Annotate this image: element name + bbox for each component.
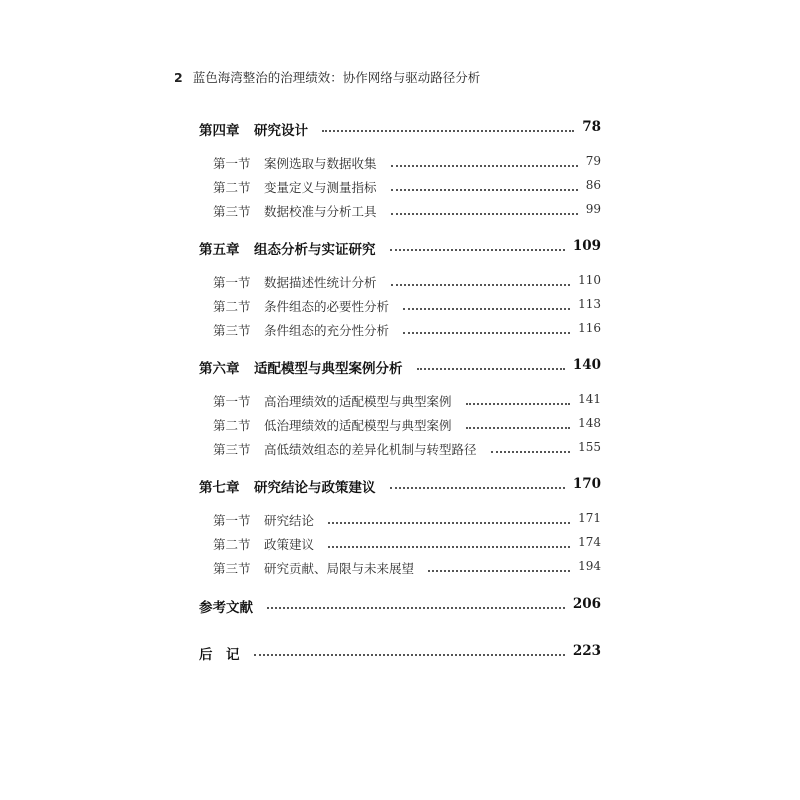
toc-entry-label: 第七章: [199, 480, 240, 496]
toc-section-entry: [0, 535, 800, 553]
toc-entry-title: 条件组态的充分性分析: [264, 323, 390, 338]
toc-entry-page-number: 113: [578, 297, 601, 311]
toc-entry-title: 研究结论: [264, 513, 315, 528]
toc-chapter-entry: [0, 643, 800, 661]
toc-chapter-entry: [0, 476, 800, 494]
toc-entry-label: 第五章: [199, 242, 240, 258]
toc-entry-label: 第三节: [213, 204, 251, 219]
dot-leader: [391, 189, 578, 191]
toc-entry-page-number: 171: [578, 511, 601, 525]
toc-entry-title: 变量定义与测量指标: [264, 180, 377, 195]
dot-leader: [267, 607, 565, 609]
toc-entry-page-number: 141: [578, 392, 601, 406]
toc-entry-page-number: 78: [582, 119, 601, 135]
toc-entry-page-number: 206: [572, 596, 601, 612]
toc-entry-label: 第三节: [213, 561, 251, 576]
toc-entry-label: 第二节: [213, 180, 251, 195]
toc-entry-label: 第一节: [213, 394, 251, 409]
dot-leader: [328, 522, 570, 524]
toc-entry-page-number: 109: [572, 238, 601, 254]
toc-entry-label: 第二节: [213, 537, 251, 552]
toc-section-entry: [0, 178, 800, 196]
toc-entry-title: 高治理绩效的适配模型与典型案例: [264, 394, 452, 409]
dot-leader: [403, 308, 570, 310]
toc-entry-title: 高低绩效组态的差异化机制与转型路径: [264, 442, 477, 457]
toc-entry-page-number: 148: [578, 416, 601, 430]
toc-entry-page-number: 86: [585, 178, 601, 192]
toc-entry-label: 第三节: [213, 323, 251, 338]
toc-entry-page-number: 170: [572, 476, 601, 492]
toc-entry-title: 数据校准与分析工具: [264, 204, 377, 219]
toc-entry-page-number: 223: [572, 643, 601, 659]
toc-section-entry: [0, 440, 800, 458]
toc-entry-label: 第六章: [199, 361, 240, 377]
toc-entry-title: 适配模型与典型案例分析: [254, 361, 403, 377]
toc-entry-title: 后 记: [199, 647, 240, 663]
toc-entry-title: 参考文献: [199, 600, 253, 616]
dot-leader: [328, 546, 570, 548]
toc-entry-label: 第三节: [213, 442, 251, 457]
page-number: 2: [174, 70, 183, 85]
dot-leader: [390, 487, 565, 489]
toc-section-entry: [0, 559, 800, 577]
dot-leader: [254, 654, 565, 656]
toc-entry-title: 条件组态的必要性分析: [264, 299, 390, 314]
dot-leader: [390, 249, 565, 251]
dot-leader: [322, 130, 574, 132]
toc-entry-title: 研究贡献、局限与未来展望: [264, 561, 415, 576]
dot-leader: [403, 332, 570, 334]
dot-leader: [466, 427, 571, 429]
toc-entry-label: 第四章: [199, 123, 240, 139]
toc-section-entry: [0, 321, 800, 339]
toc-entry-label: 第一节: [213, 513, 251, 528]
toc-entry-label: 第二节: [213, 299, 251, 314]
dot-leader: [391, 213, 578, 215]
toc-entry-page-number: 116: [578, 321, 601, 335]
toc-entry-title: 数据描述性统计分析: [264, 275, 377, 290]
dot-leader: [428, 570, 570, 572]
toc-entry-label: 第一节: [213, 156, 251, 171]
dot-leader: [491, 451, 571, 453]
toc-section-entry: [0, 273, 800, 291]
toc-section-entry: [0, 511, 800, 529]
toc-entry-title: 组态分析与实证研究: [254, 242, 376, 258]
toc-chapter-entry: [0, 357, 800, 375]
toc-entry-title: 研究设计: [254, 123, 308, 139]
dot-leader: [391, 284, 571, 286]
toc-entry-title: 低治理绩效的适配模型与典型案例: [264, 418, 452, 433]
toc-entry-page-number: 110: [578, 273, 601, 287]
dot-leader: [466, 403, 571, 405]
toc-section-entry: [0, 392, 800, 410]
toc-entry-page-number: 99: [585, 202, 601, 216]
toc-section-entry: [0, 297, 800, 315]
toc-section-entry: [0, 154, 800, 172]
toc-entry-label: 第一节: [213, 275, 251, 290]
toc-entry-label: 第二节: [213, 418, 251, 433]
toc-section-entry: [0, 416, 800, 434]
book-title: 蓝色海湾整治的治理绩效：协作网络与驱动路径分析: [192, 70, 481, 85]
toc-chapter-entry: [0, 596, 800, 614]
toc-section-entry: [0, 202, 800, 220]
dot-leader: [391, 165, 578, 167]
toc-entry-page-number: 79: [585, 154, 601, 168]
toc-chapter-entry: [0, 238, 800, 256]
toc-entry-title: 研究结论与政策建议: [254, 480, 376, 496]
toc-entry-page-number: 140: [572, 357, 601, 373]
toc-entry-page-number: 194: [578, 559, 601, 573]
toc-entry-page-number: 155: [578, 440, 601, 454]
toc-entry-page-number: 174: [578, 535, 601, 549]
dot-leader: [417, 368, 565, 370]
toc-entry-title: 案例选取与数据收集: [264, 156, 377, 171]
toc-entry-title: 政策建议: [264, 537, 315, 552]
toc-chapter-entry: [0, 119, 800, 137]
